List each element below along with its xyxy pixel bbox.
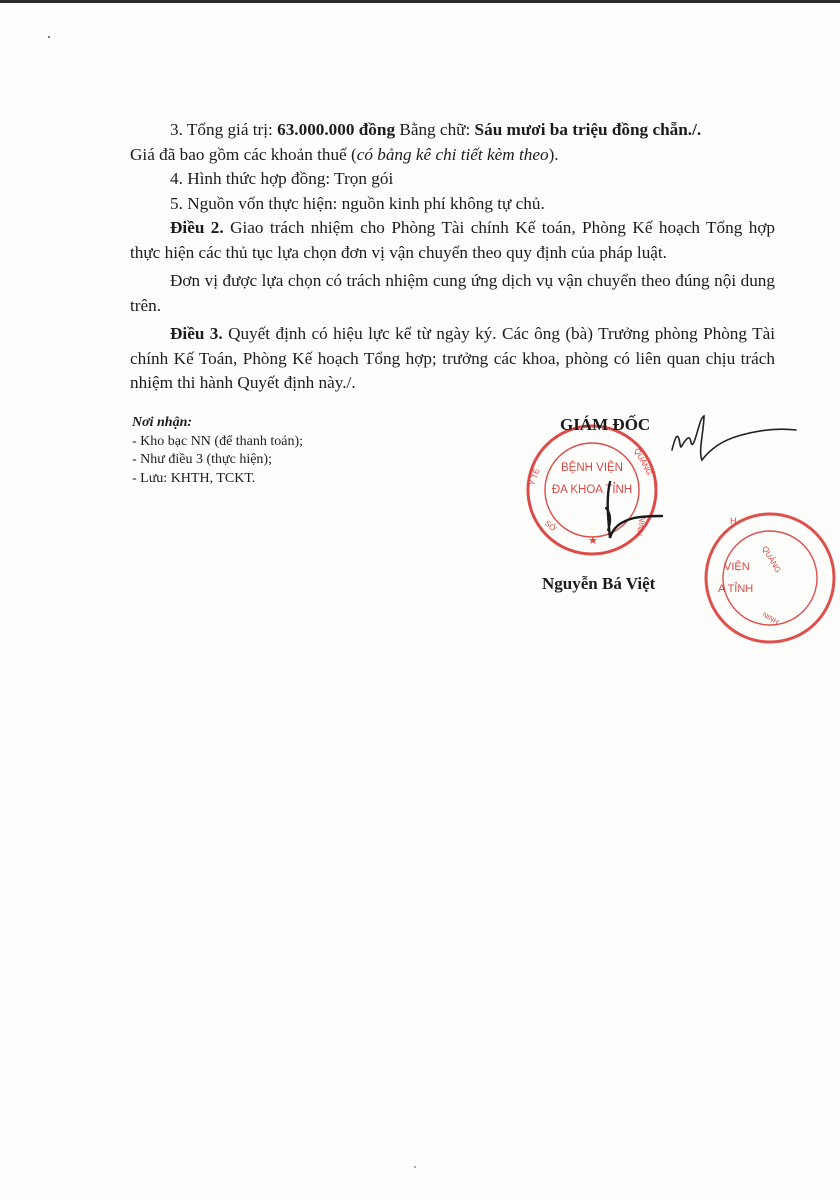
recipient-line: - Kho bạc NN (để thanh toán); bbox=[132, 433, 304, 449]
amount-words-label: Bằng chữ: bbox=[395, 120, 475, 139]
partial-stamp-top: H bbox=[730, 516, 737, 526]
amount-in-words: Sáu mươi ba triệu đồng chẵn./. bbox=[474, 120, 702, 139]
recipients-block bbox=[132, 414, 303, 488]
article-3-text: Quyết định có hiệu lực kể từ ngày ký. Các ông (bà) Trưởng phòng Phòng Tài chính Kế Toán, Phòng Kế hoạch Tổng hợp; trưởng các khoa, phòng có liên quan chịu trách nhiệm thi hành Quyết định này./. bbox=[130, 324, 775, 392]
signer-title: GIÁM ĐỐC bbox=[560, 415, 651, 434]
stamp-ring-right-2: NINH bbox=[634, 515, 647, 537]
item-contract-form: 4. Hình thức hợp đồng: Trọn gói bbox=[170, 169, 394, 188]
partial-stamp-line-1: VIỆN bbox=[724, 561, 750, 573]
article-2-label: Điều 2. bbox=[170, 218, 224, 237]
stamp-ring-right: QUẢNG bbox=[632, 446, 654, 477]
article-2 bbox=[130, 216, 775, 265]
scan-top-edge bbox=[0, 0, 840, 3]
partial-stamp-line-2: A TỈNH bbox=[718, 583, 754, 595]
signer-name: Nguyễn Bá Việt bbox=[542, 574, 656, 593]
article-2-paragraph-2: Đơn vị được lựa chọn có trách nhiệm cung ứng dịch vụ vận chuyển theo đúng nội dung trên. bbox=[130, 271, 775, 315]
decision-body bbox=[130, 118, 775, 396]
total-amount: 63.000.000 đồng bbox=[277, 120, 396, 139]
handwritten-signature bbox=[668, 412, 798, 472]
partial-stamp-ring: QUẢNG bbox=[760, 544, 783, 575]
stamp-line-1: BỆNH VIỆN bbox=[561, 462, 623, 474]
item-funding-source: 5. Nguồn vốn thực hiện: nguồn kinh phí không tự chủ. bbox=[170, 193, 545, 213]
tax-note bbox=[130, 143, 775, 168]
tax-note-text: Giá đã bao gồm các khoản thuế ( bbox=[130, 144, 357, 164]
tax-note-end: ). bbox=[548, 144, 559, 164]
stamp-ring-left: Y TẾ bbox=[527, 467, 542, 487]
article-2-text: Giao trách nhiệm cho Phòng Tài chính Kế toán, Phòng Kế hoạch Tổng hợp thực hiện các thủ tục lựa chọn đơn vị vận chuyển theo quy định của pháp luật. bbox=[130, 218, 775, 262]
scan-speck bbox=[414, 1166, 416, 1168]
signature-flourish bbox=[596, 478, 666, 548]
article-3 bbox=[130, 322, 775, 396]
hospital-seal-partial-stamp bbox=[700, 508, 840, 648]
recipient-line: - Lưu: KHTH, TCKT. bbox=[132, 470, 256, 486]
stamp-star: ★ bbox=[588, 535, 598, 547]
item-total-value bbox=[130, 118, 775, 143]
article-3-label: Điều 3. bbox=[170, 324, 223, 343]
recipient-line: - Như điều 3 (thực hiện); bbox=[132, 452, 272, 467]
total-value-label: 3. Tổng giá trị: bbox=[170, 120, 278, 139]
stamp-line-2: ĐA KHOA TỈNH bbox=[551, 484, 633, 496]
stamp-ring-bottom: SỞ bbox=[542, 518, 558, 534]
recipients-heading: Nơi nhận: bbox=[132, 415, 193, 430]
partial-stamp-ring-2: NINH bbox=[761, 611, 780, 627]
scan-speck bbox=[48, 36, 50, 38]
tax-note-italic: có bảng kê chi tiết kèm theo bbox=[356, 144, 549, 164]
